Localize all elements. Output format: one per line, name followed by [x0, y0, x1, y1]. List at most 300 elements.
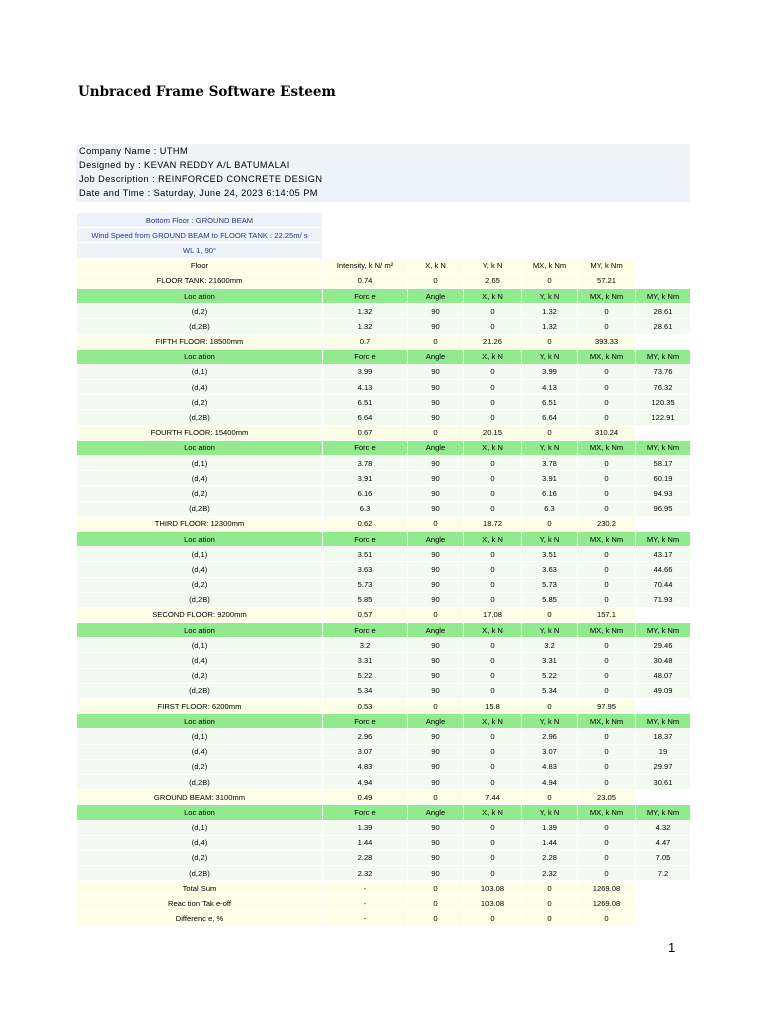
table-cell: Y, k N [464, 258, 522, 273]
table-cell: (d,4) [77, 380, 323, 395]
table-cell: 0 [408, 273, 464, 288]
empty-cell [636, 258, 691, 273]
table-cell: 0 [578, 759, 636, 774]
location-header-row [77, 349, 691, 364]
wind-info-row [77, 243, 691, 258]
document-title: Unbraced Frame Software Esteem [78, 84, 336, 100]
table-cell: 0 [408, 425, 464, 440]
table-cell: FIRST FLOOR: 6200mm [77, 699, 323, 714]
location-header-row [77, 531, 691, 546]
table-cell: 90 [408, 835, 464, 850]
table-cell: X, k N [464, 288, 522, 303]
table-cell: Loc ation [77, 805, 323, 820]
table-cell: X, k N [464, 531, 522, 546]
table-cell: 90 [408, 668, 464, 683]
table-cell: 96.95 [636, 501, 691, 516]
table-cell: 5.73 [323, 577, 408, 592]
table-cell: 29.46 [636, 638, 691, 653]
table-cell: 90 [408, 364, 464, 379]
table-cell: 0 [578, 471, 636, 486]
table-cell: 0 [464, 547, 522, 562]
table-cell: 6.3 [323, 501, 408, 516]
table-cell: 0 [464, 380, 522, 395]
table-cell: (d,1) [77, 729, 323, 744]
table-cell: (d,1) [77, 547, 323, 562]
table-cell: 0 [464, 835, 522, 850]
table-cell: FIFTH FLOOR: 18500mm [77, 334, 323, 349]
empty-cell [636, 213, 691, 228]
table-cell: 90 [408, 592, 464, 607]
table-cell: (d,2) [77, 395, 323, 410]
table-cell: 57.21 [578, 273, 636, 288]
table-row [77, 471, 691, 486]
empty-cell [464, 243, 522, 258]
table-cell: 4.94 [522, 774, 578, 789]
table-cell: 4.13 [323, 380, 408, 395]
table-row [77, 774, 691, 789]
floor-row [77, 425, 691, 440]
floor-header-row [77, 258, 691, 273]
table-cell: X, k N [464, 440, 522, 455]
table-cell: 0 [522, 790, 578, 805]
table-cell: 2.32 [522, 866, 578, 881]
table-cell: 0 [408, 699, 464, 714]
table-cell: 0 [464, 501, 522, 516]
table-cell: 90 [408, 683, 464, 698]
summary-row [77, 911, 691, 926]
table-cell: 90 [408, 744, 464, 759]
table-cell: Angle [408, 623, 464, 638]
table-cell: 0 [578, 638, 636, 653]
table-cell: 0 [578, 850, 636, 865]
table-cell: 5.22 [522, 668, 578, 683]
table-cell: FLOOR TANK: 21600mm [77, 273, 323, 288]
table-cell: 2.32 [323, 866, 408, 881]
table-row [77, 562, 691, 577]
table-cell: 310.24 [578, 425, 636, 440]
table-cell: 4.47 [636, 835, 691, 850]
table-cell: 90 [408, 774, 464, 789]
table-cell: - [323, 881, 408, 896]
table-cell: 0 [464, 486, 522, 501]
table-cell: Loc ation [77, 623, 323, 638]
table-cell: 90 [408, 866, 464, 881]
table-cell: 0.57 [323, 607, 408, 622]
table-cell: 4.94 [323, 774, 408, 789]
table-cell: 3.99 [323, 364, 408, 379]
wind-load-table [76, 212, 691, 927]
table-cell: (d,2) [77, 850, 323, 865]
table-row [77, 668, 691, 683]
table-cell: 230.2 [578, 516, 636, 531]
table-cell: Y, k N [522, 349, 578, 364]
table-cell: 18.37 [636, 729, 691, 744]
table-cell: Forc e [323, 440, 408, 455]
table-cell: X, k N [464, 714, 522, 729]
empty-cell [636, 607, 691, 622]
table-cell: 0 [464, 850, 522, 865]
table-cell: 0 [578, 364, 636, 379]
table-cell: Forc e [323, 623, 408, 638]
table-cell: Angle [408, 805, 464, 820]
table-cell: (d,2B) [77, 501, 323, 516]
table-cell: GROUND BEAM: 3100mm [77, 790, 323, 805]
table-cell: MX, k Nm [578, 805, 636, 820]
empty-cell [636, 911, 691, 926]
table-cell: 0 [522, 699, 578, 714]
table-row [77, 592, 691, 607]
empty-cell [323, 243, 408, 258]
table-cell: 0 [408, 881, 464, 896]
table-cell: 7.05 [636, 850, 691, 865]
table-cell: (d,2) [77, 668, 323, 683]
table-cell: 0 [408, 607, 464, 622]
table-cell: 0 [578, 729, 636, 744]
table-cell: MX, k Nm [578, 714, 636, 729]
table-cell: THIRD FLOOR: 12300mm [77, 516, 323, 531]
table-cell: Angle [408, 531, 464, 546]
table-cell: 5.73 [522, 577, 578, 592]
table-cell: 4.32 [636, 820, 691, 835]
empty-cell [636, 243, 691, 258]
table-cell: 6.64 [522, 410, 578, 425]
floor-row [77, 516, 691, 531]
table-cell: 1.32 [323, 304, 408, 319]
table-cell: 0 [464, 744, 522, 759]
table-cell: 90 [408, 456, 464, 471]
empty-cell [636, 425, 691, 440]
table-cell: X, k N [408, 258, 464, 273]
table-cell: MY, k Nm [636, 531, 691, 546]
table-cell: MX, k Nm [522, 258, 578, 273]
table-cell: WL 1, 90° [77, 243, 323, 258]
company-name: Company Name : UTHM [79, 146, 189, 156]
table-cell: Y, k N [522, 440, 578, 455]
table-row [77, 638, 691, 653]
table-cell: 0 [522, 425, 578, 440]
location-header-row [77, 440, 691, 455]
empty-cell [636, 273, 691, 288]
empty-cell [578, 243, 636, 258]
table-cell: 90 [408, 577, 464, 592]
table-cell: 0 [578, 501, 636, 516]
table-cell: 44.66 [636, 562, 691, 577]
table-cell: 3.99 [522, 364, 578, 379]
table-cell: 0 [522, 516, 578, 531]
table-cell: Forc e [323, 714, 408, 729]
empty-cell [636, 881, 691, 896]
table-cell: 7.2 [636, 866, 691, 881]
table-cell: 1.44 [323, 835, 408, 850]
table-cell: X, k N [464, 623, 522, 638]
table-cell: Angle [408, 349, 464, 364]
table-cell: MX, k Nm [578, 349, 636, 364]
table-cell: 60.19 [636, 471, 691, 486]
empty-cell [578, 213, 636, 228]
table-cell: 18.72 [464, 516, 522, 531]
table-cell: 28.61 [636, 319, 691, 334]
table-cell: (d,4) [77, 471, 323, 486]
table-cell: 2.28 [323, 850, 408, 865]
table-cell: 0 [464, 304, 522, 319]
table-cell: 0 [578, 410, 636, 425]
empty-cell [464, 228, 522, 243]
floor-row [77, 273, 691, 288]
table-cell: Y, k N [522, 714, 578, 729]
table-row [77, 683, 691, 698]
table-cell: X, k N [464, 349, 522, 364]
table-cell: 90 [408, 395, 464, 410]
table-cell: 71.93 [636, 592, 691, 607]
table-cell: 0 [578, 304, 636, 319]
location-header-row [77, 623, 691, 638]
table-row [77, 410, 691, 425]
table-cell: 1.39 [323, 820, 408, 835]
table-cell: 97.95 [578, 699, 636, 714]
table-cell: 0.49 [323, 790, 408, 805]
table-cell: 90 [408, 820, 464, 835]
table-row [77, 577, 691, 592]
table-cell: 3.51 [522, 547, 578, 562]
table-cell: 0 [408, 896, 464, 911]
table-cell: 90 [408, 562, 464, 577]
table-cell: 7.44 [464, 790, 522, 805]
table-cell: 30.61 [636, 774, 691, 789]
table-cell: (d,1) [77, 638, 323, 653]
table-cell: 0 [464, 759, 522, 774]
table-cell: 90 [408, 304, 464, 319]
table-cell: 58.17 [636, 456, 691, 471]
table-cell: 6.3 [522, 501, 578, 516]
table-cell: (d,2B) [77, 866, 323, 881]
table-cell: 0 [464, 410, 522, 425]
table-cell: Forc e [323, 349, 408, 364]
location-header-row [77, 714, 691, 729]
table-cell: 0 [464, 774, 522, 789]
table-cell: 103.08 [464, 896, 522, 911]
table-cell: - [323, 896, 408, 911]
table-cell: (d,2B) [77, 683, 323, 698]
table-cell: 90 [408, 850, 464, 865]
empty-cell [636, 334, 691, 349]
designed-by: Designed by : KEVAN REDDY A/L BATUMALAI [79, 160, 290, 170]
empty-cell [522, 243, 578, 258]
table-cell: 3.91 [522, 471, 578, 486]
table-cell: 3.31 [522, 653, 578, 668]
table-cell: 90 [408, 471, 464, 486]
table-cell: Reac tion Tak e-off [77, 896, 323, 911]
empty-cell [578, 228, 636, 243]
table-cell: 1.32 [522, 319, 578, 334]
table-cell: 0 [408, 334, 464, 349]
table-row [77, 364, 691, 379]
table-cell: 0 [464, 577, 522, 592]
table-cell: 0 [464, 456, 522, 471]
table-cell: MY, k Nm [636, 714, 691, 729]
table-row [77, 486, 691, 501]
table-cell: 1.32 [522, 304, 578, 319]
table-cell: MY, k Nm [636, 288, 691, 303]
table-cell: Bottom Floor : GROUND BEAM [77, 213, 323, 228]
table-cell: Angle [408, 440, 464, 455]
table-cell: 0 [464, 683, 522, 698]
table-cell: 29.97 [636, 759, 691, 774]
table-cell: 3.51 [323, 547, 408, 562]
table-cell: 0 [464, 866, 522, 881]
table-cell: 90 [408, 547, 464, 562]
table-cell: 4.83 [522, 759, 578, 774]
table-cell: (d,1) [77, 456, 323, 471]
table-cell: 1.44 [522, 835, 578, 850]
empty-cell [636, 699, 691, 714]
table-cell: - [323, 911, 408, 926]
wind-info-row [77, 213, 691, 228]
table-cell: 0 [464, 729, 522, 744]
table-cell: X, k N [464, 805, 522, 820]
table-cell: 0 [578, 592, 636, 607]
table-cell: Loc ation [77, 288, 323, 303]
table-row [77, 395, 691, 410]
table-cell: 120.35 [636, 395, 691, 410]
table-row [77, 820, 691, 835]
table-cell: 5.85 [522, 592, 578, 607]
table-cell: Intensity, k N/ m² [323, 258, 408, 273]
table-cell: 90 [408, 486, 464, 501]
empty-cell [636, 896, 691, 911]
table-cell: 4.83 [323, 759, 408, 774]
table-cell: 122.91 [636, 410, 691, 425]
table-cell: 0 [578, 319, 636, 334]
floor-row [77, 699, 691, 714]
table-cell: 1269.08 [578, 881, 636, 896]
empty-cell [522, 213, 578, 228]
table-cell: 0 [578, 774, 636, 789]
table-cell: 2.96 [323, 729, 408, 744]
table-cell: (d,2B) [77, 592, 323, 607]
table-row [77, 729, 691, 744]
table-cell: (d,1) [77, 364, 323, 379]
table-cell: 28.61 [636, 304, 691, 319]
table-cell: 3.07 [522, 744, 578, 759]
table-cell: Y, k N [522, 623, 578, 638]
empty-cell [408, 243, 464, 258]
table-cell: Forc e [323, 531, 408, 546]
table-cell: 0 [522, 881, 578, 896]
table-cell: Y, k N [522, 531, 578, 546]
table-cell: 0 [522, 334, 578, 349]
table-cell: 2.96 [522, 729, 578, 744]
table-row [77, 547, 691, 562]
table-cell: Angle [408, 288, 464, 303]
table-cell: 0 [578, 835, 636, 850]
table-cell: 21.26 [464, 334, 522, 349]
floor-row [77, 607, 691, 622]
table-cell: 0 [522, 911, 578, 926]
empty-cell [464, 213, 522, 228]
table-cell: 90 [408, 501, 464, 516]
table-cell: 0 [578, 683, 636, 698]
table-row [77, 759, 691, 774]
table-cell: 90 [408, 410, 464, 425]
table-cell: (d,2B) [77, 319, 323, 334]
table-cell: SECOND FLOOR: 9200mm [77, 607, 323, 622]
table-cell: (d,4) [77, 562, 323, 577]
table-cell: 0 [464, 911, 522, 926]
location-header-row [77, 805, 691, 820]
table-cell: 393.33 [578, 334, 636, 349]
empty-cell [636, 790, 691, 805]
table-cell: 6.51 [522, 395, 578, 410]
table-cell: (d,2B) [77, 410, 323, 425]
table-cell: 3.07 [323, 744, 408, 759]
summary-row [77, 881, 691, 896]
table-cell: 3.31 [323, 653, 408, 668]
table-cell: 90 [408, 729, 464, 744]
table-cell: Total Sum [77, 881, 323, 896]
table-cell: 48.07 [636, 668, 691, 683]
table-cell: 0 [522, 273, 578, 288]
table-cell: 0 [464, 319, 522, 334]
job-description: Job Description : REINFORCED CONCRETE DESIGN [79, 174, 323, 184]
table-cell: Loc ation [77, 531, 323, 546]
table-cell: 73.76 [636, 364, 691, 379]
table-cell: 0 [578, 866, 636, 881]
table-cell: Loc ation [77, 349, 323, 364]
table-cell: 0 [464, 820, 522, 835]
table-cell: 0 [522, 607, 578, 622]
table-cell: (d,4) [77, 653, 323, 668]
table-cell: 3.2 [323, 638, 408, 653]
empty-cell [522, 228, 578, 243]
table-cell: 43.17 [636, 547, 691, 562]
table-cell: 0 [578, 744, 636, 759]
table-cell: 0 [578, 547, 636, 562]
table-cell: 1269.08 [578, 896, 636, 911]
table-cell: MY, k Nm [636, 623, 691, 638]
table-cell: 0 [464, 638, 522, 653]
table-cell: 5.22 [323, 668, 408, 683]
table-cell: 5.34 [323, 683, 408, 698]
table-cell: 5.85 [323, 592, 408, 607]
table-cell: 1.39 [522, 820, 578, 835]
table-cell: 0.7 [323, 334, 408, 349]
table-cell: 90 [408, 380, 464, 395]
table-cell: (d,2) [77, 304, 323, 319]
table-cell: 0 [578, 668, 636, 683]
table-cell: Y, k N [522, 288, 578, 303]
table-cell: 0 [578, 820, 636, 835]
table-cell: 0 [464, 471, 522, 486]
table-row [77, 501, 691, 516]
table-cell: MX, k Nm [578, 440, 636, 455]
table-cell: 6.16 [522, 486, 578, 501]
table-cell: MX, k Nm [578, 288, 636, 303]
floor-row [77, 334, 691, 349]
table-cell: 0 [578, 577, 636, 592]
table-cell: MY, k Nm [636, 440, 691, 455]
table-cell: 0.74 [323, 273, 408, 288]
table-cell: MY, k Nm [578, 258, 636, 273]
table-cell: MY, k Nm [636, 805, 691, 820]
table-cell: 3.63 [323, 562, 408, 577]
table-cell: 157.1 [578, 607, 636, 622]
table-cell: 0.67 [323, 425, 408, 440]
table-cell: 6.16 [323, 486, 408, 501]
table-cell: 0 [578, 380, 636, 395]
table-cell: 0 [578, 562, 636, 577]
date-time: Date and Time : Saturday, June 24, 2023 6:14:05 PM [79, 188, 318, 198]
wind-info-row [77, 228, 691, 243]
